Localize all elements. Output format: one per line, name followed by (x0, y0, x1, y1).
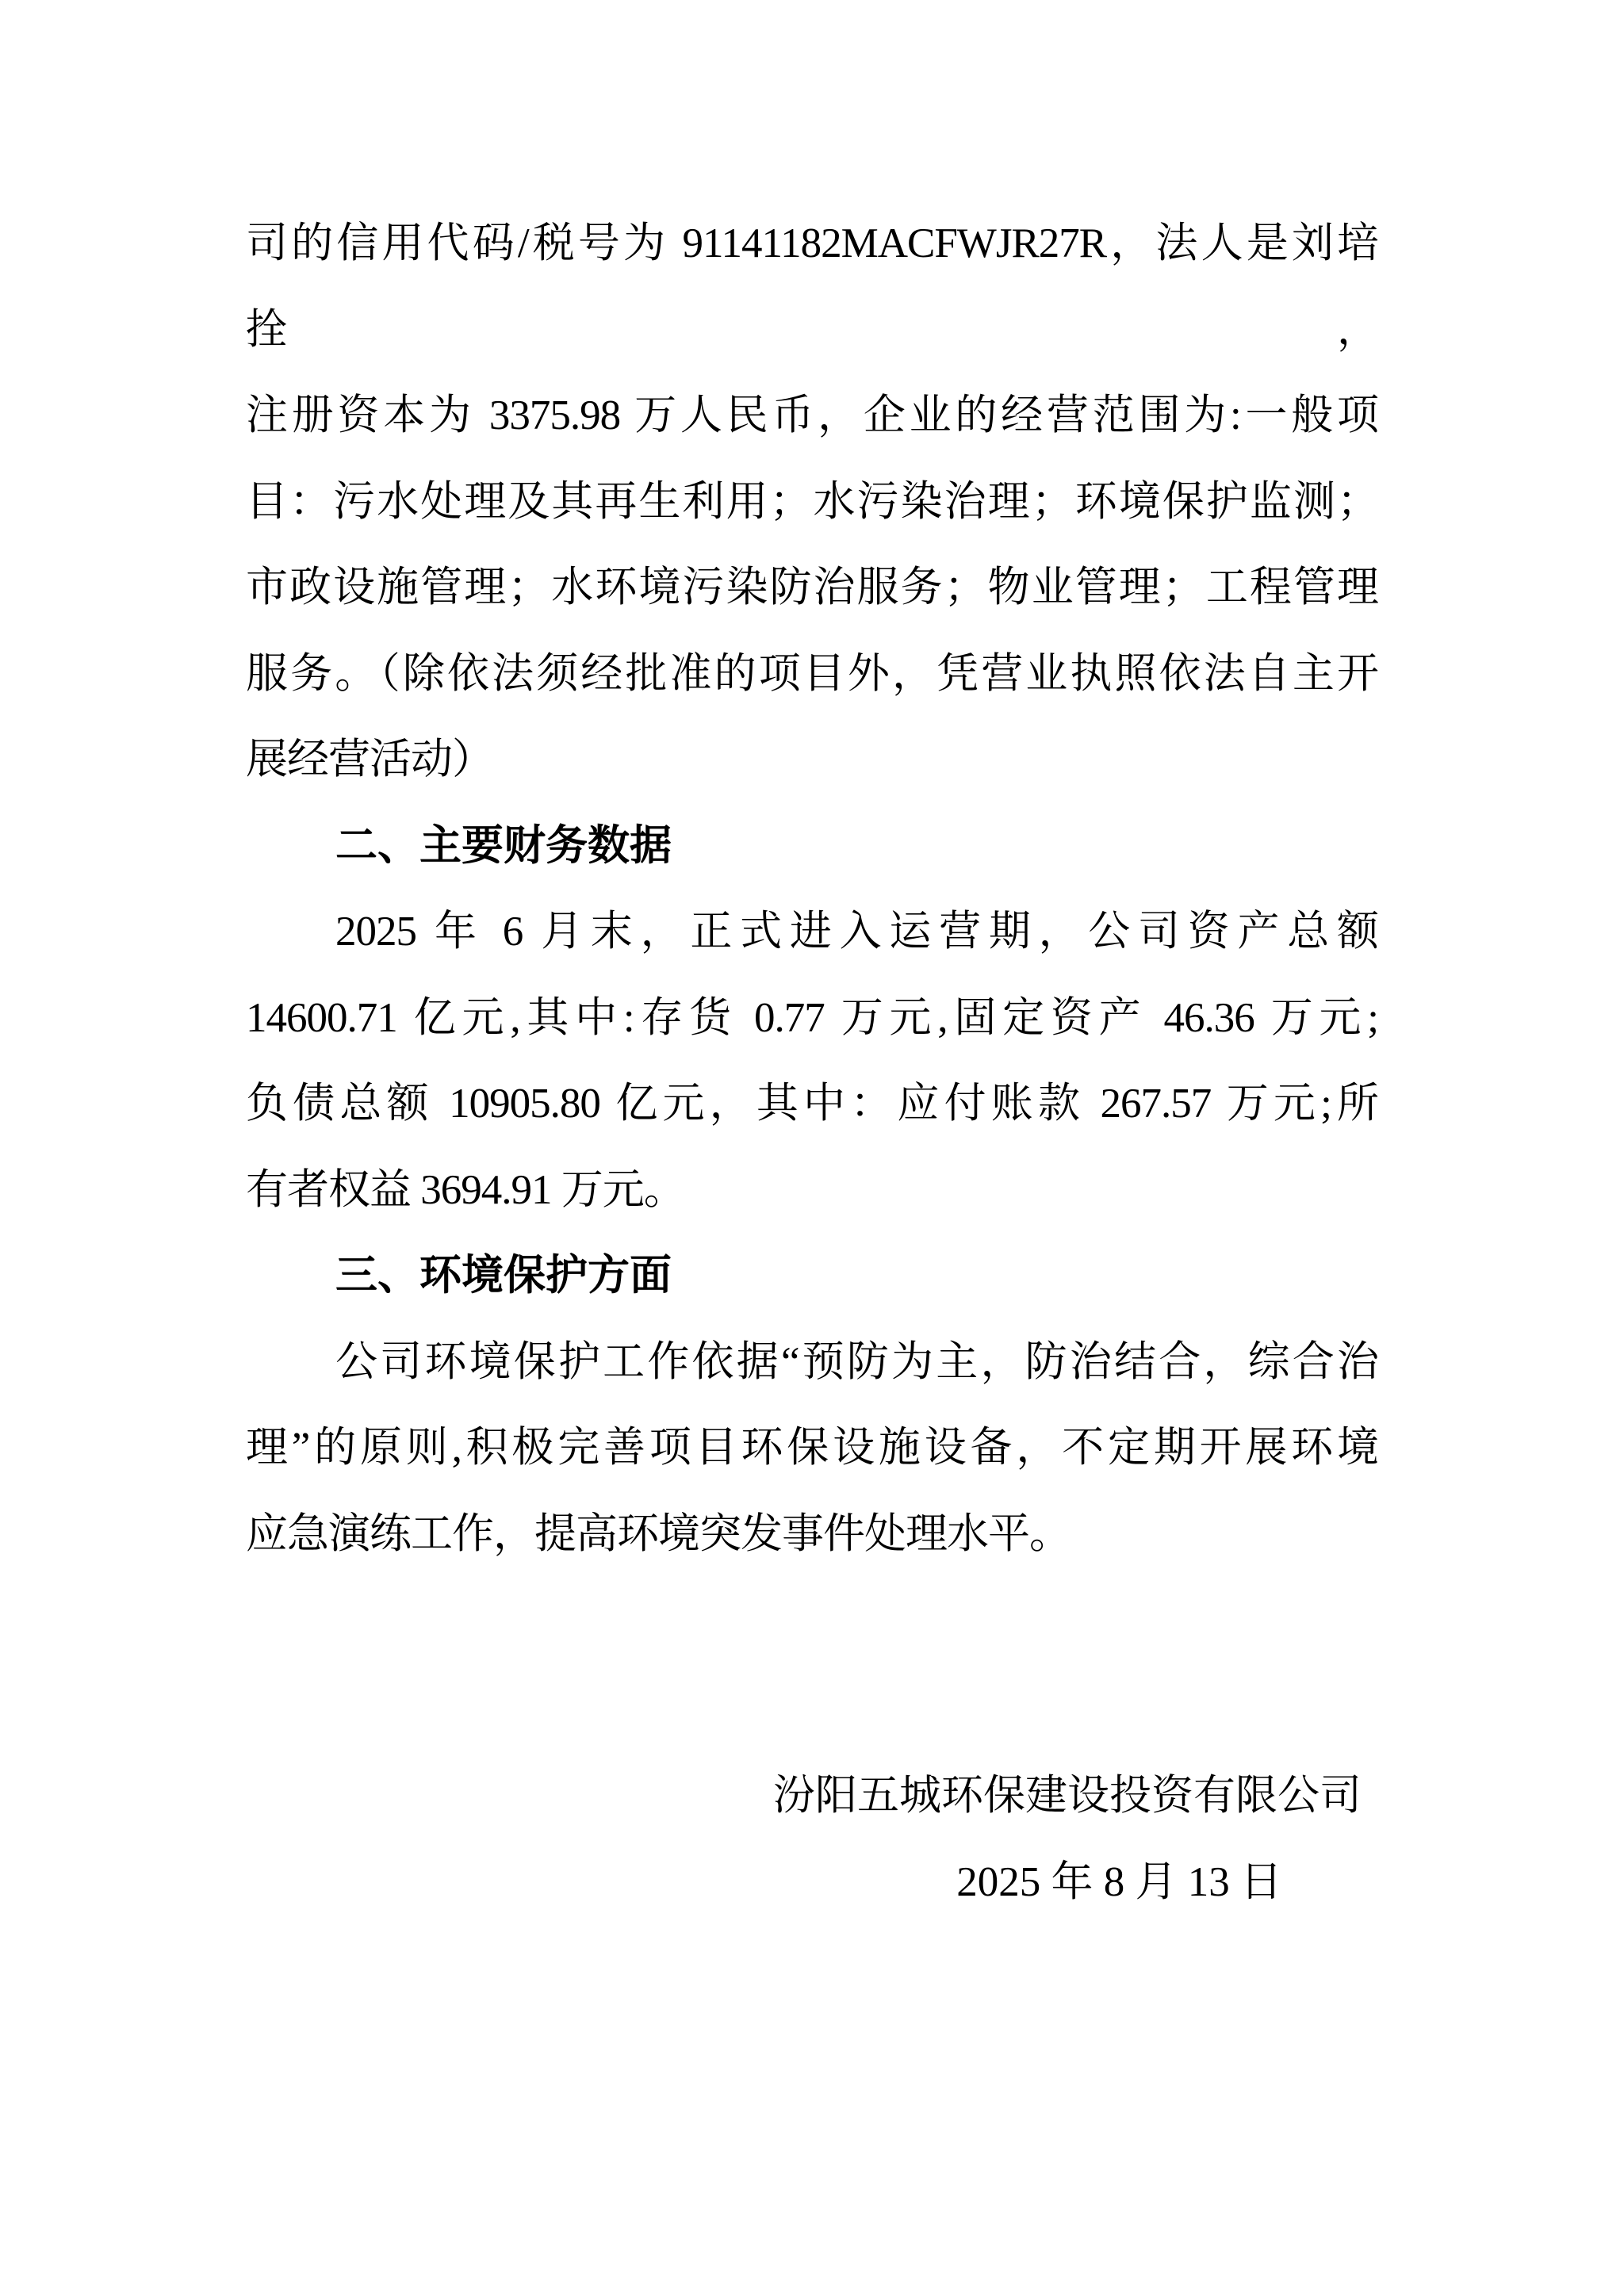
section-heading-environment: 三、环境保护方面 (335, 1252, 672, 1299)
text-line: 14600.71 亿元,其中:存货 0.77 万元,固定资产 46.36 万元; (246, 994, 1378, 1041)
text-line: 有者权益 3694.91 万元。 (246, 1166, 685, 1213)
text-line: 司的信用代码/税号为 91141182MACFWJR27R，法人是刘培拴， (246, 220, 1378, 353)
text-line: 公司环境保护工作依据“预防为主，防治结合，综合治 (335, 1338, 1378, 1385)
text-line: 应急演练工作，提高环境突发事件处理水平。 (246, 1510, 1071, 1557)
text-line: 市政设施管理；水环境污染防治服务；物业管理；工程管理 (246, 564, 1378, 610)
signature-date: 2025 年 8 月 13 日 (956, 1859, 1282, 1905)
text-line: 展经营活动） (246, 737, 493, 783)
text-line: 理”的原则,积极完善项目环保设施设备，不定期开展环境 (246, 1425, 1378, 1471)
text-line: 目：污水处理及其再生利用；水污染治理；环境保护监测； (246, 478, 1378, 525)
text-line: 2025 年 6 月末，正式进入运营期，公司资产总额 (335, 909, 1378, 955)
section-heading-finance: 二、主要财务数据 (335, 821, 672, 869)
text-line: 服务。（除依法须经批准的项目外，凭营业执照依法自主开 (246, 650, 1378, 697)
document-body (246, 201, 1378, 1577)
signature-company: 汾阳五城环保建设投资有限公司 (773, 1773, 1362, 1819)
text-line: 注册资本为 3375.98 万人民币，企业的经营范围为:一般项 (246, 392, 1378, 438)
text-line: 负债总额 10905.80 亿元，其中：应付账款 267.57 万元;所 (246, 1081, 1378, 1127)
signature-block (246, 1753, 1378, 1926)
